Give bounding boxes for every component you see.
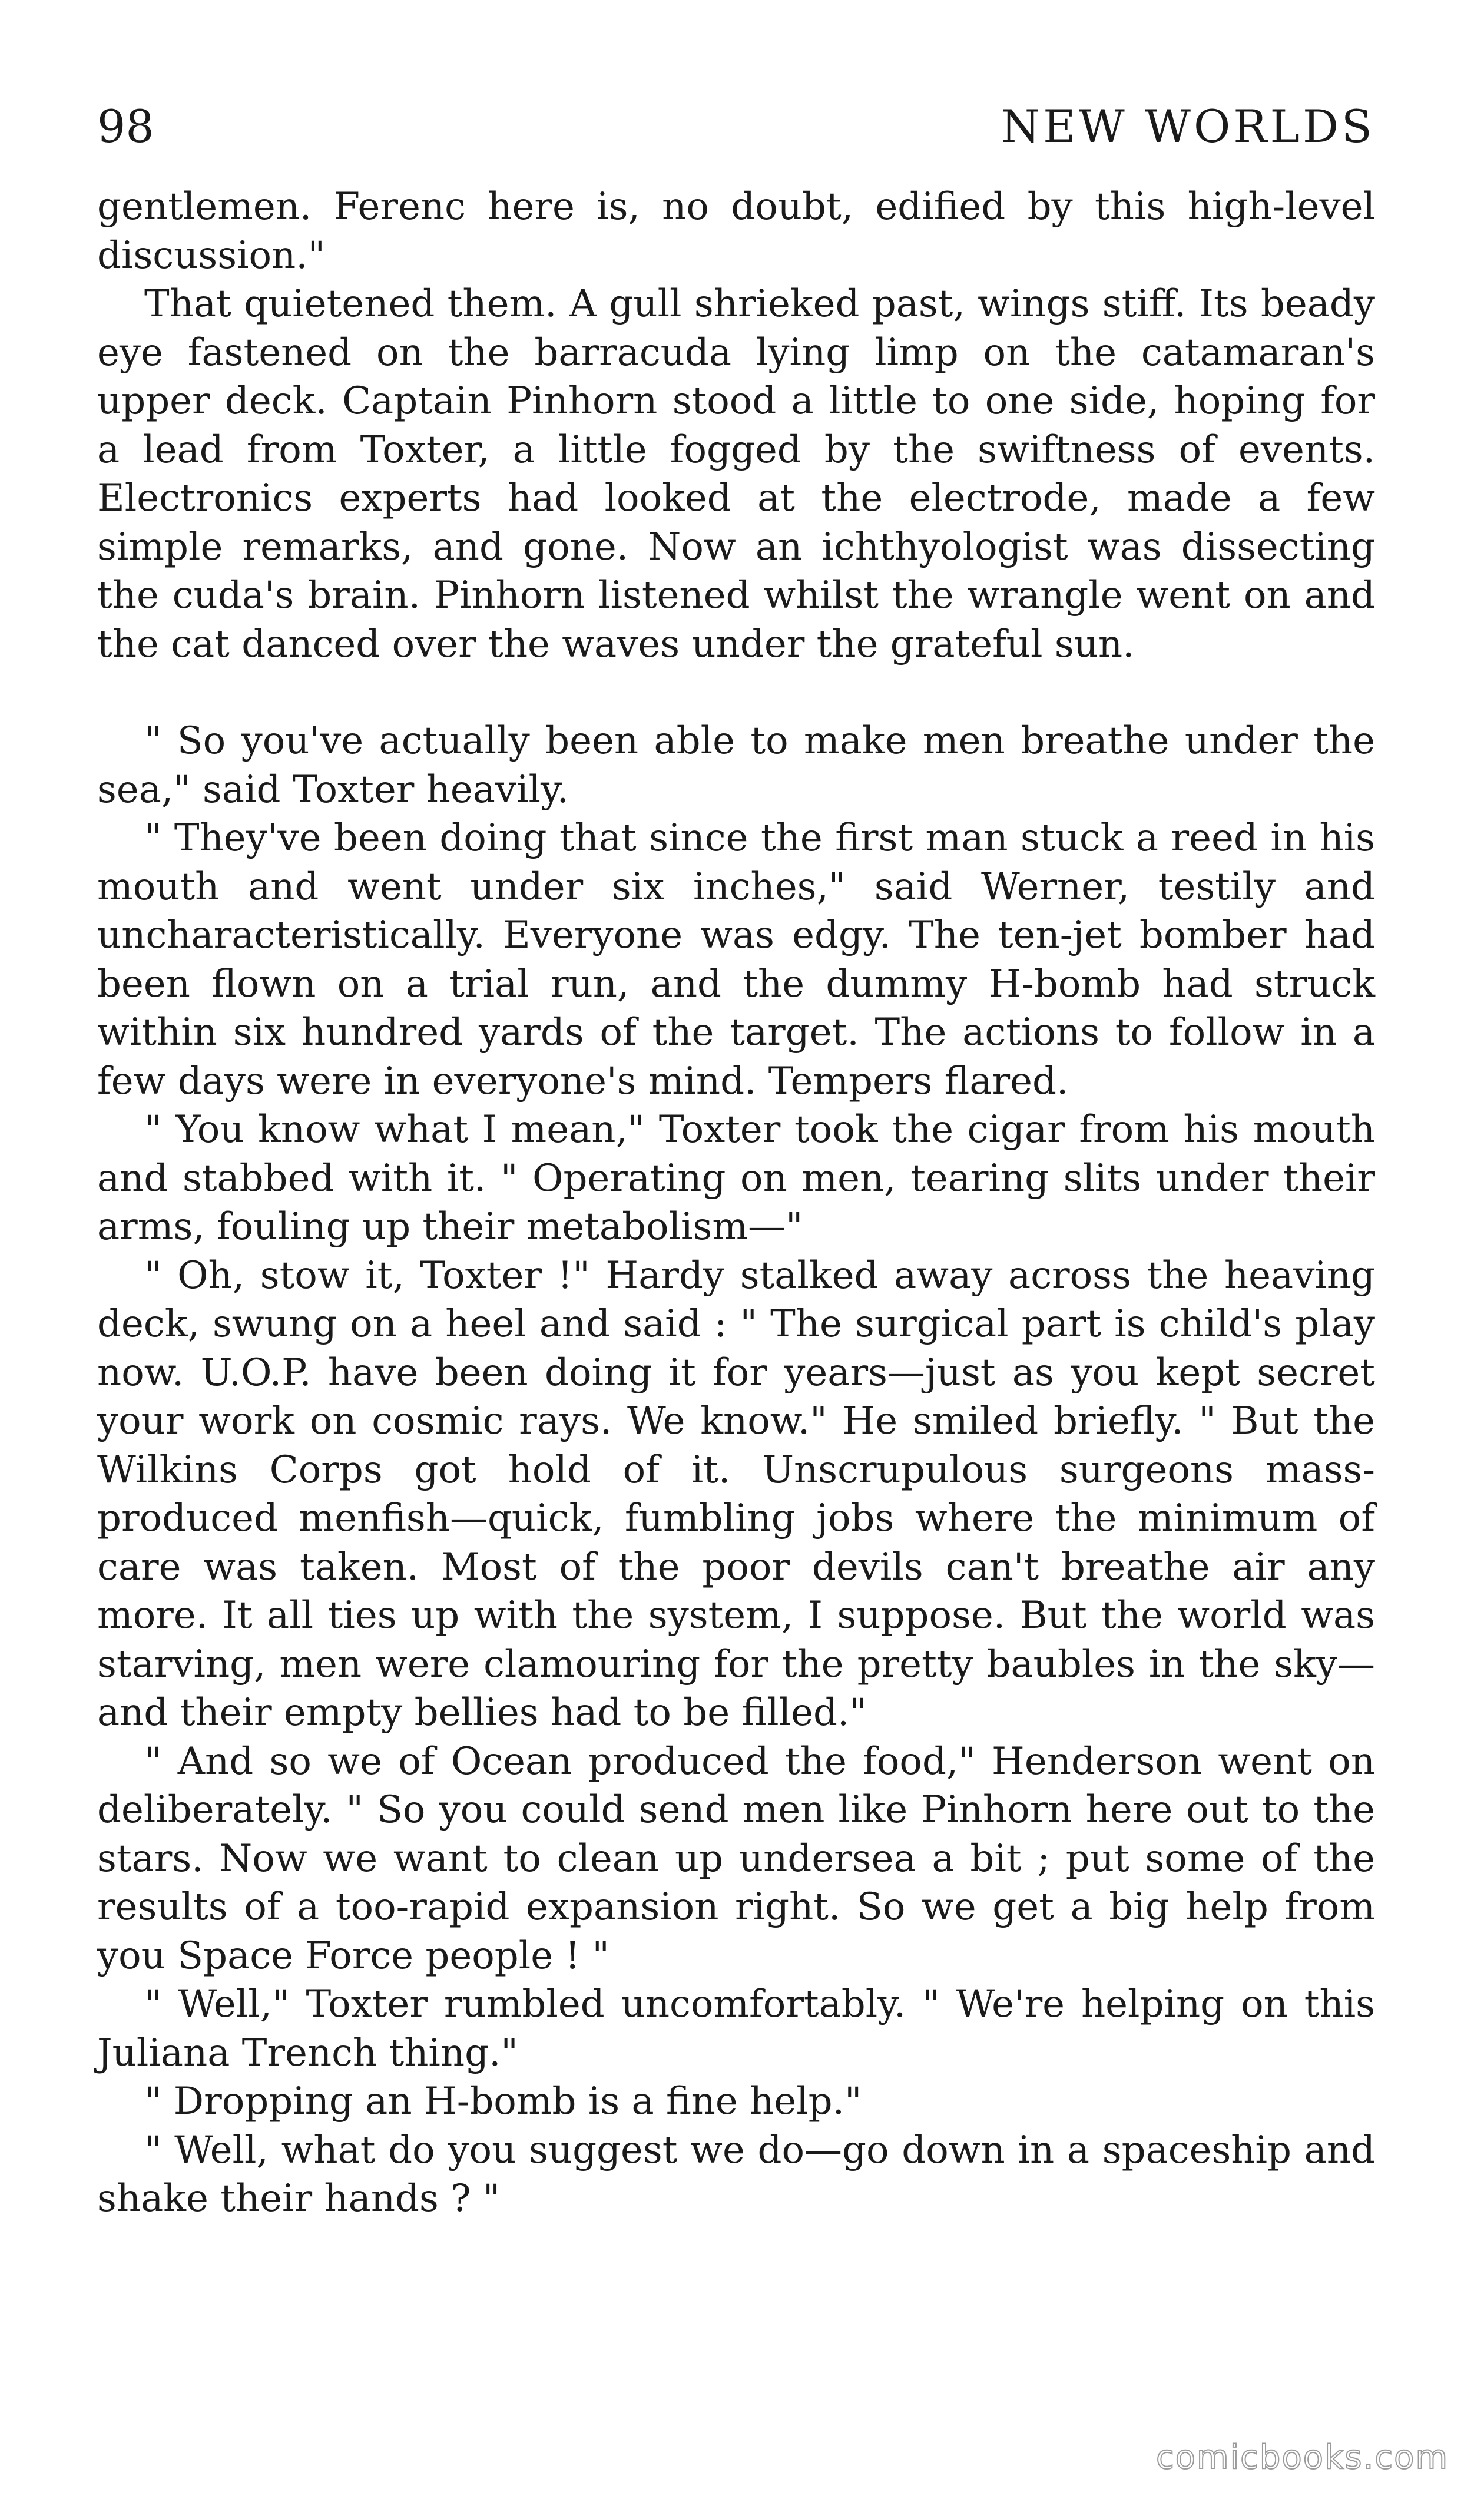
paragraph: gentlemen. Ferenc here is, no doubt, edified by this high-level discussion." [97,185,1375,277]
paragraph: That quietened them. A gull shrieked past, wings stiff. Its beady eye fastened on the barracuda lying limp on the catamaran's upper deck. Captain Pinhorn stood a little to one side, hoping for a lead from Toxter, a little fogged by the swiftness of events. Electronics experts had looked at the electrode, made a few simple remarks, and gone. Now an ichthyologist was dissecting the cuda's brain. Pinhorn listened whilst the wrangle went on and the cat danced over the waves under the grateful sun. [97,282,1375,666]
running-title: NEW WORLDS [1001,100,1375,153]
paragraph: " You know what I mean," Toxter took the cigar from his mouth and stabbed with it. " Operating on men, tearing slits under their arms, fouling up their metabolism—" [97,1108,1375,1249]
paragraph: " Oh, stow it, Toxter !" Hardy stalked away across the heaving deck, swung on a heel and said : " The surgical part is child's play now. U.O.P. have been doing it for years—just as you kept secret your work on cosmic rays. We know." He smiled briefly. " But the Wilkins Corps got hold of it. Unscrupulous surgeons mass-produced menfish—quick, fumbling jobs where the minimum of care was taken. Most of the poor devils can't breathe air any more. It all ties up with the system, I suppose. But the world was starving, men were clamouring for the pretty baubles in the sky—and their empty bellies had to be filled." [97,1253,1375,1735]
paragraph: " Dropping an H-bomb is a fine help." [144,2080,862,2123]
paragraph: " So you've actually been able to make men breathe under the sea," said Toxter heavily. [97,719,1375,812]
paragraph: " Well, what do you suggest we do—go down in a spaceship and shake their hands ? " [97,2128,1375,2220]
page-number: 98 [97,100,154,153]
watermark: comicbooks.com [1155,2438,1449,2477]
paragraph: " Well," Toxter rumbled uncomfortably. " We're helping on this Juliana Trench thing." [97,1982,1375,2075]
paragraph: " They've been doing that since the first man stuck a reed in his mouth and went under six inches," said Werner, testily and uncharacteristically. Everyone was edgy. The ten-jet bomber had been flown on a trial run, and the dummy H-bomb had struck within six hundred yards of the target. The actions to follow in a few days were in everyone's mind. Tempers flared. [97,816,1375,1103]
body-text [97,183,1375,2223]
book-page [97,100,1375,2223]
page-header [97,100,1375,153]
paragraph: " And so we of Ocean produced the food," Henderson went on deliberately. " So you could send men like Pinhorn here out to the stars. Now we want to clean up undersea a bit ; put some of the results of a too-rapid expansion right. So we get a big help from you Space Force people ! " [97,1739,1375,1978]
